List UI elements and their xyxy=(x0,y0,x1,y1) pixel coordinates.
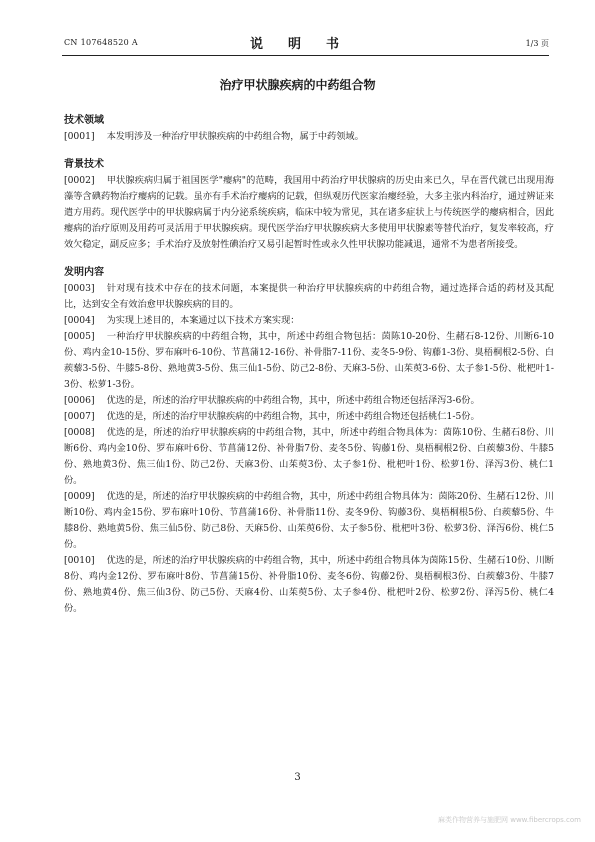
paragraph-number: [0005] xyxy=(64,331,95,342)
paragraph xyxy=(64,129,554,145)
paragraph-number: [0001] xyxy=(64,131,95,142)
watermark: 麻类作物营养与施肥网 www.fibercrops.com xyxy=(438,816,581,824)
section-heading-background: 背景技术 xyxy=(64,159,104,170)
section-heading-field: 技术领域 xyxy=(64,115,104,126)
paragraph-number: [0009] xyxy=(64,491,95,502)
header-rule xyxy=(62,55,549,56)
paragraph-number: [0003] xyxy=(64,283,95,294)
patent-number: CN 107648520 A xyxy=(64,38,138,47)
paragraph-number: [0002] xyxy=(64,175,95,186)
paragraph-text: 针对现有技术中存在的技术问题，本案提供一种治疗甲状腺疾病的中药组合物，通过选择合适的药材及其配比，达到安全有效治愈甲状腺疾病的目的。 xyxy=(64,283,554,310)
paragraph xyxy=(64,425,554,489)
paragraph-number: [0008] xyxy=(64,427,95,438)
paragraph xyxy=(64,329,554,393)
document-type-heading: 说 明 书 xyxy=(249,37,345,52)
document-body xyxy=(64,113,554,617)
paragraph-text: 甲状腺疾病归属于祖国医学"瘿病"的范畴，我国用中药治疗甲状腺病的历史由来已久，早在晋代就已出现用海藻等含碘药物治疗瘿病的记载。虽亦有手术治疗瘿病的记载，但纵观历代医家治瘿经验，大多主张内科治疗，通过辨证来遣方用药。现代医学中的甲状腺病属于内分泌系统疾病，临床中较为常见，其在诸多症状上与传统医学的瘿病相合，因此瘿病的治疗原则及用药可灵活用于甲状腺疾病。现代医学治疗甲状腺疾病大多使用甲状腺素等替代治疗，复发率较高，疗效欠稳定，副反应多；手术治疗及放射性碘治疗又易引起暂时性或永久性甲状腺功能减退，通常不为患者所接受。 xyxy=(64,175,554,250)
paragraph xyxy=(64,173,554,253)
paragraph xyxy=(64,281,554,313)
section-heading-summary: 发明内容 xyxy=(64,267,104,278)
paragraph-text: 优选的是，所述的治疗甲状腺疾病的中药组合物，其中，所述中药组合物还包括泽泻3-6份。 xyxy=(106,395,480,406)
paragraph xyxy=(64,409,554,425)
paragraph-number: [0007] xyxy=(64,411,95,422)
paragraph xyxy=(64,553,554,617)
paragraph-number: [0006] xyxy=(64,395,95,406)
paragraph-text: 一种治疗甲状腺疾病的中药组合物，其中，所述中药组合物包括：茵陈10-20份、生赭石8-12份、川断6-10份、鸡内金10-15份、罗布麻叶6-10份、节菖蒲12-16份、补骨脂7-11份、麦冬5-9份、钩藤1-3份、臭梧桐根2-5份、白蒺藜3-5份、牛膝5-8份、熟地黄3-5份、焦三仙1-5份、防己2-8份、天麻3-5份、山茱萸3-6份、太子参1-5份、枇杷叶1-3份、松萝1-3份。 xyxy=(64,331,554,390)
paragraph-number: [0010] xyxy=(64,555,95,566)
paragraph-text: 为实现上述目的，本案通过以下技术方案实现： xyxy=(106,315,300,326)
paragraph xyxy=(64,313,554,329)
paragraph-text: 优选的是，所述的治疗甲状腺疾病的中药组合物，其中，所述中药组合物具体为：茵陈20份、生赭石12份、川断10份、鸡内金15份、罗布麻叶10份、节菖蒲16份、补骨脂11份、麦冬9份、钩藤3份、臭梧桐根5份、白蒺藜5份、牛膝8份、熟地黄5份、焦三仙5份、防己8份、天麻5份、山茱萸6份、太子参5份、枇杷叶3份、松萝3份、泽泻6份、桃仁5份。 xyxy=(64,491,554,550)
paragraph-text: 优选的是，所述的治疗甲状腺疾病的中药组合物，其中，所述中药组合物具体为茵陈15份、生赭石10份、川断8份、鸡内金12份、罗布麻叶8份、节菖蒲15份、补骨脂10份、麦冬6份、钩藤2份、臭梧桐根3份、白蒺藜3份、牛膝7份、熟地黄4份、焦三仙3份、防己5份、天麻4份、山茱萸5份、太子参4份、枇杷叶2份、松萝2份、泽泻5份、桃仁4份。 xyxy=(64,555,554,614)
paragraph-text: 本发明涉及一种治疗甲状腺疾病的中药组合物，属于中药领域。 xyxy=(106,131,364,142)
paragraph xyxy=(64,489,554,553)
page-number: 3 xyxy=(294,772,301,783)
paragraph xyxy=(64,393,554,409)
paragraph-text: 优选的是，所述的治疗甲状腺疾病的中药组合物，其中，所述中药组合物还包括桃仁1-5份。 xyxy=(106,411,480,422)
document-title: 治疗甲状腺疾病的中药组合物 xyxy=(219,78,376,92)
paragraph-text: 优选的是，所述的治疗甲状腺疾病的中药组合物，其中，所述中药组合物具体为：茵陈10份、生赭石8份、川断6份、鸡内金10份、罗布麻叶6份、节菖蒲12份、补骨脂7份、麦冬5份、钩藤1份、臭梧桐根2份、白蒺藜3份、牛膝5份、熟地黄3份、焦三仙1份、防己2份、天麻3份、山茱萸3份、太子参1份、枇杷叶1份、松萝1份、泽泻3份、桃仁1份。 xyxy=(64,427,554,486)
page-indicator: 1/3 页 xyxy=(525,39,549,48)
paragraph-number: [0004] xyxy=(64,315,95,326)
